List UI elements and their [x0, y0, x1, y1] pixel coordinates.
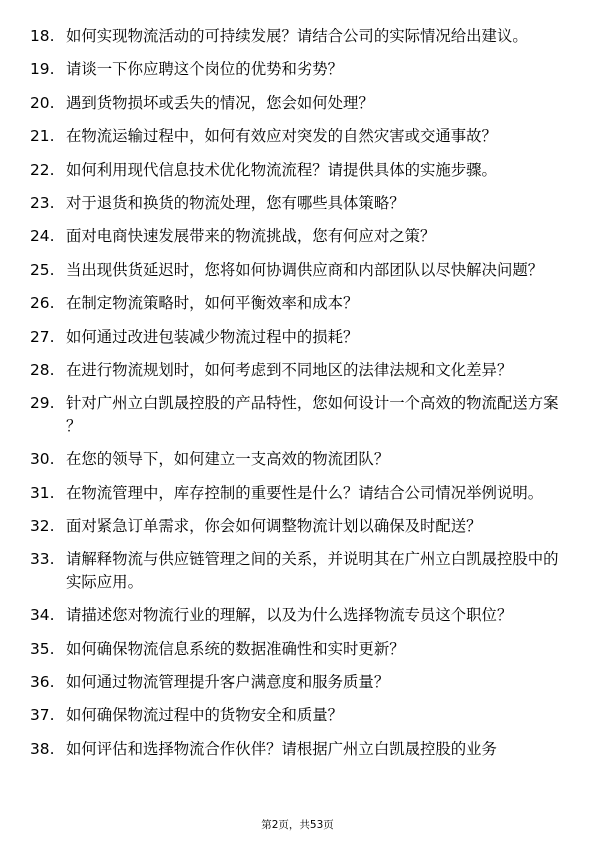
question-number: 19.: [30, 60, 55, 79]
list-item: [30, 25, 570, 48]
question-text: 如何确保物流过程中的货物安全和质量？: [66, 706, 344, 725]
page-footer: [0, 818, 595, 832]
question-number: 26.: [30, 294, 55, 313]
question-number: 36.: [30, 673, 55, 692]
list-item: [30, 192, 570, 215]
question-number: 38.: [30, 739, 55, 758]
question-number: 18.: [30, 27, 55, 45]
question-text: 如何利用现代信息技术优化物流流程？请提供具体的实施步骤。: [66, 160, 497, 179]
list-item: [30, 448, 570, 471]
question-number: 22.: [30, 160, 55, 179]
question-text: 如何确保物流信息系统的数据准确性和实时更新？: [66, 639, 405, 658]
question-text: 遇到货物损坏或丢失的情况，您会如何处理？: [66, 93, 374, 112]
list-item: [30, 604, 570, 627]
question-number: 32.: [30, 516, 55, 535]
question-number: 20.: [30, 93, 55, 112]
list-item: [30, 548, 570, 593]
question-text: 针对广州立白凯晟控股的产品特性，您如何设计一个高效的物流配送方案？: [66, 394, 559, 435]
question-text: 在物流管理中，库存控制的重要性是什么？请结合公司情况举例说明。: [66, 483, 544, 502]
list-item: [30, 259, 570, 282]
question-text: 如何评估和选择物流合作伙伴？请根据广州立白凯晟控股的业务: [66, 739, 497, 758]
list-item: [30, 515, 570, 538]
question-text: 请描述您对物流行业的理解，以及为什么选择物流专员这个职位？: [66, 606, 513, 625]
list-item: [30, 738, 570, 761]
question-number: 21.: [30, 127, 55, 146]
page-number-label: 第2页，共53页: [261, 819, 334, 831]
question-number: 30.: [30, 450, 55, 469]
question-text: 在制定物流策略时，如何平衡效率和成本？: [66, 294, 359, 313]
question-text: 面对电商快速发展带来的物流挑战，您有何应对之策？: [66, 227, 436, 246]
list-item: [30, 92, 570, 115]
question-text: 在您的领导下，如何建立一支高效的物流团队？: [66, 450, 390, 469]
list-item: [30, 482, 570, 505]
list-item: [30, 326, 570, 349]
question-text: 如何实现物流活动的可持续发展？请结合公司的实际情况给出建议。: [66, 27, 528, 45]
question-number: 35.: [30, 639, 55, 658]
question-text: 如何通过物流管理提升客户满意度和服务质量？: [66, 673, 390, 692]
question-text: 请谈一下你应聘这个岗位的优势和劣势？: [66, 60, 344, 79]
question-number: 33.: [30, 550, 55, 569]
question-number: 27.: [30, 327, 55, 346]
question-number: 24.: [30, 227, 55, 246]
list-item: [30, 292, 570, 315]
list-item: [30, 58, 570, 81]
list-item: [30, 125, 570, 148]
question-number: 31.: [30, 483, 55, 502]
question-number: 37.: [30, 706, 55, 725]
question-number: 29.: [30, 394, 55, 413]
question-text: 当出现供货延迟时，您将如何协调供应商和内部团队以尽快解决问题？: [66, 260, 544, 279]
question-text: 面对紧急订单需求，你会如何调整物流计划以确保及时配送？: [66, 516, 482, 535]
list-item: [30, 638, 570, 661]
list-item: [30, 392, 570, 437]
list-item: [30, 359, 570, 382]
question-text: 对于退货和换货的物流处理，您有哪些具体策略？: [66, 193, 405, 212]
question-list: [30, 25, 570, 771]
question-text: 请解释物流与供应链管理之间的关系，并说明其在广州立白凯晟控股中的实际应用。: [66, 550, 559, 591]
list-item: [30, 671, 570, 694]
question-number: 34.: [30, 606, 55, 625]
question-number: 25.: [30, 260, 55, 279]
question-text: 在进行物流规划时，如何考虑到不同地区的法律法规和文化差异？: [66, 360, 513, 379]
question-text: 在物流运输过程中，如何有效应对突发的自然灾害或交通事故？: [66, 127, 497, 146]
list-item: [30, 225, 570, 248]
question-number: 23.: [30, 193, 55, 212]
list-item: [30, 159, 570, 182]
question-text: 如何通过改进包装减少物流过程中的损耗？: [66, 327, 359, 346]
list-item: [30, 704, 570, 727]
question-number: 28.: [30, 360, 55, 379]
